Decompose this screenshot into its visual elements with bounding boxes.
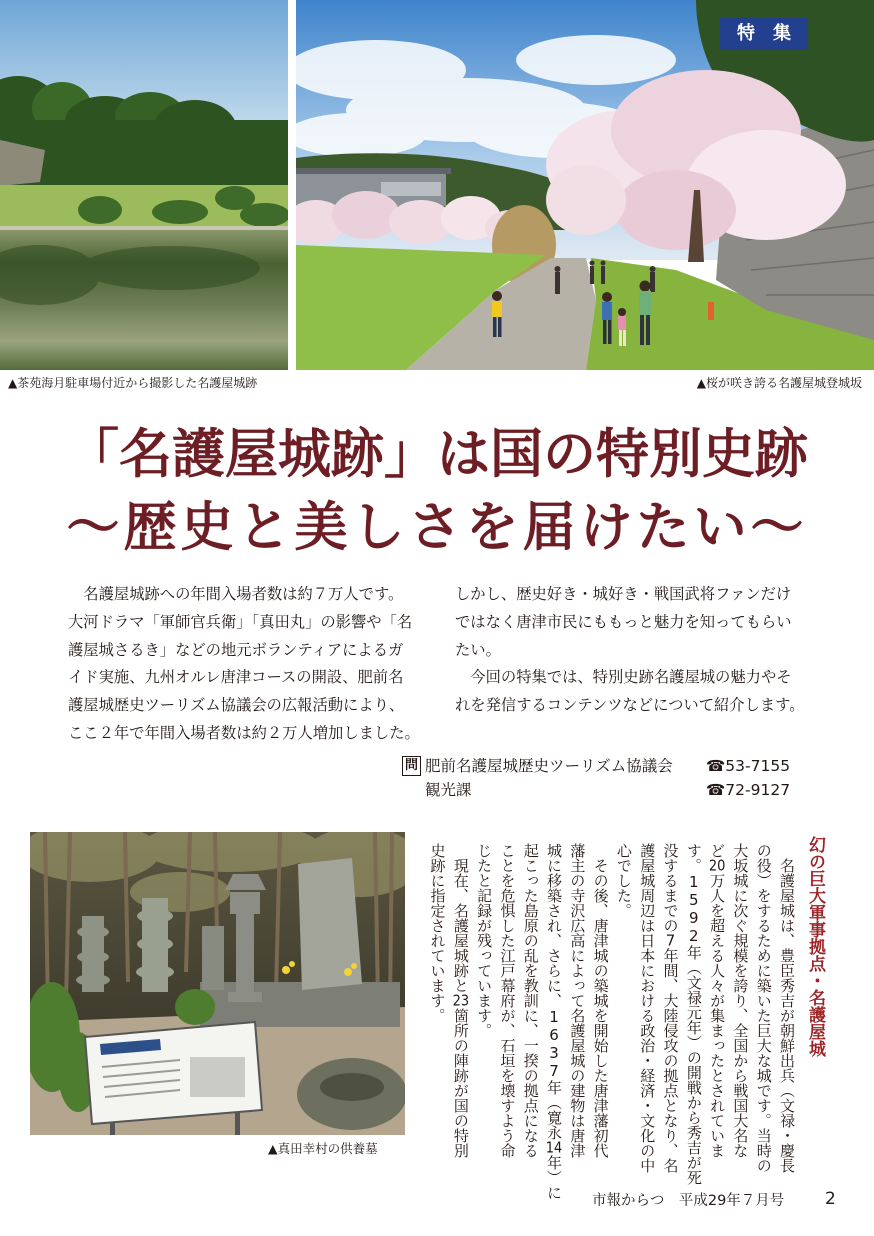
information-sign bbox=[85, 1022, 262, 1135]
page-title-line2: ～歴史と美しさを届けたい～ bbox=[66, 497, 808, 558]
numeral: 20 bbox=[708, 858, 726, 873]
article-line: の役）をするために築いた巨大な城です。当時の bbox=[754, 843, 773, 1173]
photo-cherry-blossom-slope bbox=[296, 0, 874, 370]
intro-line: ここ２年で年間入場者数は約２万人増加しました。 bbox=[68, 723, 420, 742]
contact-name: 観光課 bbox=[425, 781, 472, 799]
feature-badge: 特 集 bbox=[720, 18, 808, 50]
intro-line: ではなく唐津市民にももっと魅力を知ってもらい bbox=[455, 612, 792, 631]
numeral: 14 bbox=[545, 1140, 563, 1155]
stone-platform bbox=[200, 982, 400, 1027]
intro-column-left bbox=[68, 581, 420, 748]
photo-sanada-memorial bbox=[30, 832, 405, 1135]
article-line: 没するまでの7年間、大陸侵攻の拠点となり、名 bbox=[661, 843, 680, 1173]
intro-line: 大河ドラマ「軍師官兵衛」「真田丸」の影響や「名 bbox=[68, 612, 413, 631]
article-line: 起こった島原の乱を教訓に、一揆の拠点になる bbox=[521, 843, 540, 1158]
numeral: 1592 bbox=[684, 873, 703, 945]
caption-castle-pond: ▲茶苑海月駐車場付近から撮影した名護屋城跡 bbox=[8, 376, 258, 390]
caption-cherry-slope: ▲桜が咲き誇る名護屋城登城坂 bbox=[696, 376, 862, 390]
article-line: 大坂城に次ぐ規模を誇り、全国から戦国大名な bbox=[731, 843, 750, 1158]
intro-column-right bbox=[455, 581, 805, 720]
article-body bbox=[420, 843, 798, 1200]
article-line: 史跡に指定されています。 bbox=[428, 843, 447, 1023]
article-line: ど20万人を超える人々が集まったとされていま bbox=[708, 843, 727, 1158]
article-line: 藩主の寺沢広高によって名護屋城の建物は唐津 bbox=[568, 843, 587, 1158]
intro-line: たい。 bbox=[455, 640, 501, 659]
intro-line: 今回の特集では、特別史跡名護屋城の魅力やそ bbox=[455, 668, 792, 687]
contact-phone: ☎72-9127 bbox=[706, 781, 791, 799]
photo-castle-ruins-pond bbox=[0, 0, 288, 370]
intro-line: 名護屋城跡への年間入場者数は約７万人です。 bbox=[68, 585, 404, 603]
article-line: ことを危惧した江戸幕府が、石垣を壊すよう命 bbox=[498, 843, 517, 1158]
article-line: 城に移築され、さらに、1637年（寛永14年）に bbox=[545, 843, 564, 1200]
traffic-cone bbox=[708, 302, 714, 320]
intro-line: れを発信するコンテンツなどについて紹介します。 bbox=[455, 696, 805, 715]
intro-line: イド実施、九州オルレ唐津コースの開設、肥前名 bbox=[68, 668, 404, 687]
article-line: じたと記録が残っています。 bbox=[475, 843, 494, 1038]
intro-line: しかし、歴史好き・城好き・戦国武将ファンだけ bbox=[455, 585, 792, 603]
numeral: 7 bbox=[665, 933, 676, 948]
contact-phone: ☎53-7155 bbox=[706, 757, 791, 775]
article-line: す。1592年（文禄元年）の開戦から秀吉が死 bbox=[684, 843, 703, 1185]
contact-inquiry-mark: 問 bbox=[402, 756, 421, 776]
article-line: 護屋城周辺は日本における政治・経済・文化の中 bbox=[638, 843, 657, 1173]
article-line: 心でした。 bbox=[614, 843, 633, 918]
footer-publication: 市報からつ 平成29年７月号 bbox=[592, 1193, 785, 1209]
page-title-line1: 「名護屋城跡」は国の特別史跡 bbox=[66, 424, 808, 485]
contact-name: 肥前名護屋城歴史ツーリズム協議会 bbox=[425, 757, 673, 775]
pond-edge bbox=[0, 226, 288, 230]
article-line: 名護屋城は、豊臣秀吉が朝鮮出兵（文禄・慶長 bbox=[778, 843, 796, 1173]
gravestone bbox=[298, 858, 362, 990]
intro-line: 護屋城さるき」などの地元ボランティアによるガ bbox=[68, 640, 404, 659]
stone-pagoda-small bbox=[202, 926, 224, 990]
numeral: 23 bbox=[452, 993, 470, 1008]
article-line: その後、唐津城の築城を開始した唐津藩初代 bbox=[591, 843, 610, 1158]
intro-line: 護屋城歴史ツーリズム協議会の広報活動により、 bbox=[68, 696, 405, 715]
numeral: 1637 bbox=[545, 1008, 564, 1080]
caption-sanada-memorial: ▲真田幸村の供養墓 bbox=[268, 1141, 378, 1156]
visitor-child-pink bbox=[618, 308, 626, 346]
article-heading: 幻の巨大軍事拠点・名護屋城 bbox=[805, 836, 825, 1057]
article-line: 現在、名護屋城跡と23箇所の陣跡が国の特別 bbox=[451, 843, 470, 1158]
page-number: 2 bbox=[825, 1189, 836, 1209]
